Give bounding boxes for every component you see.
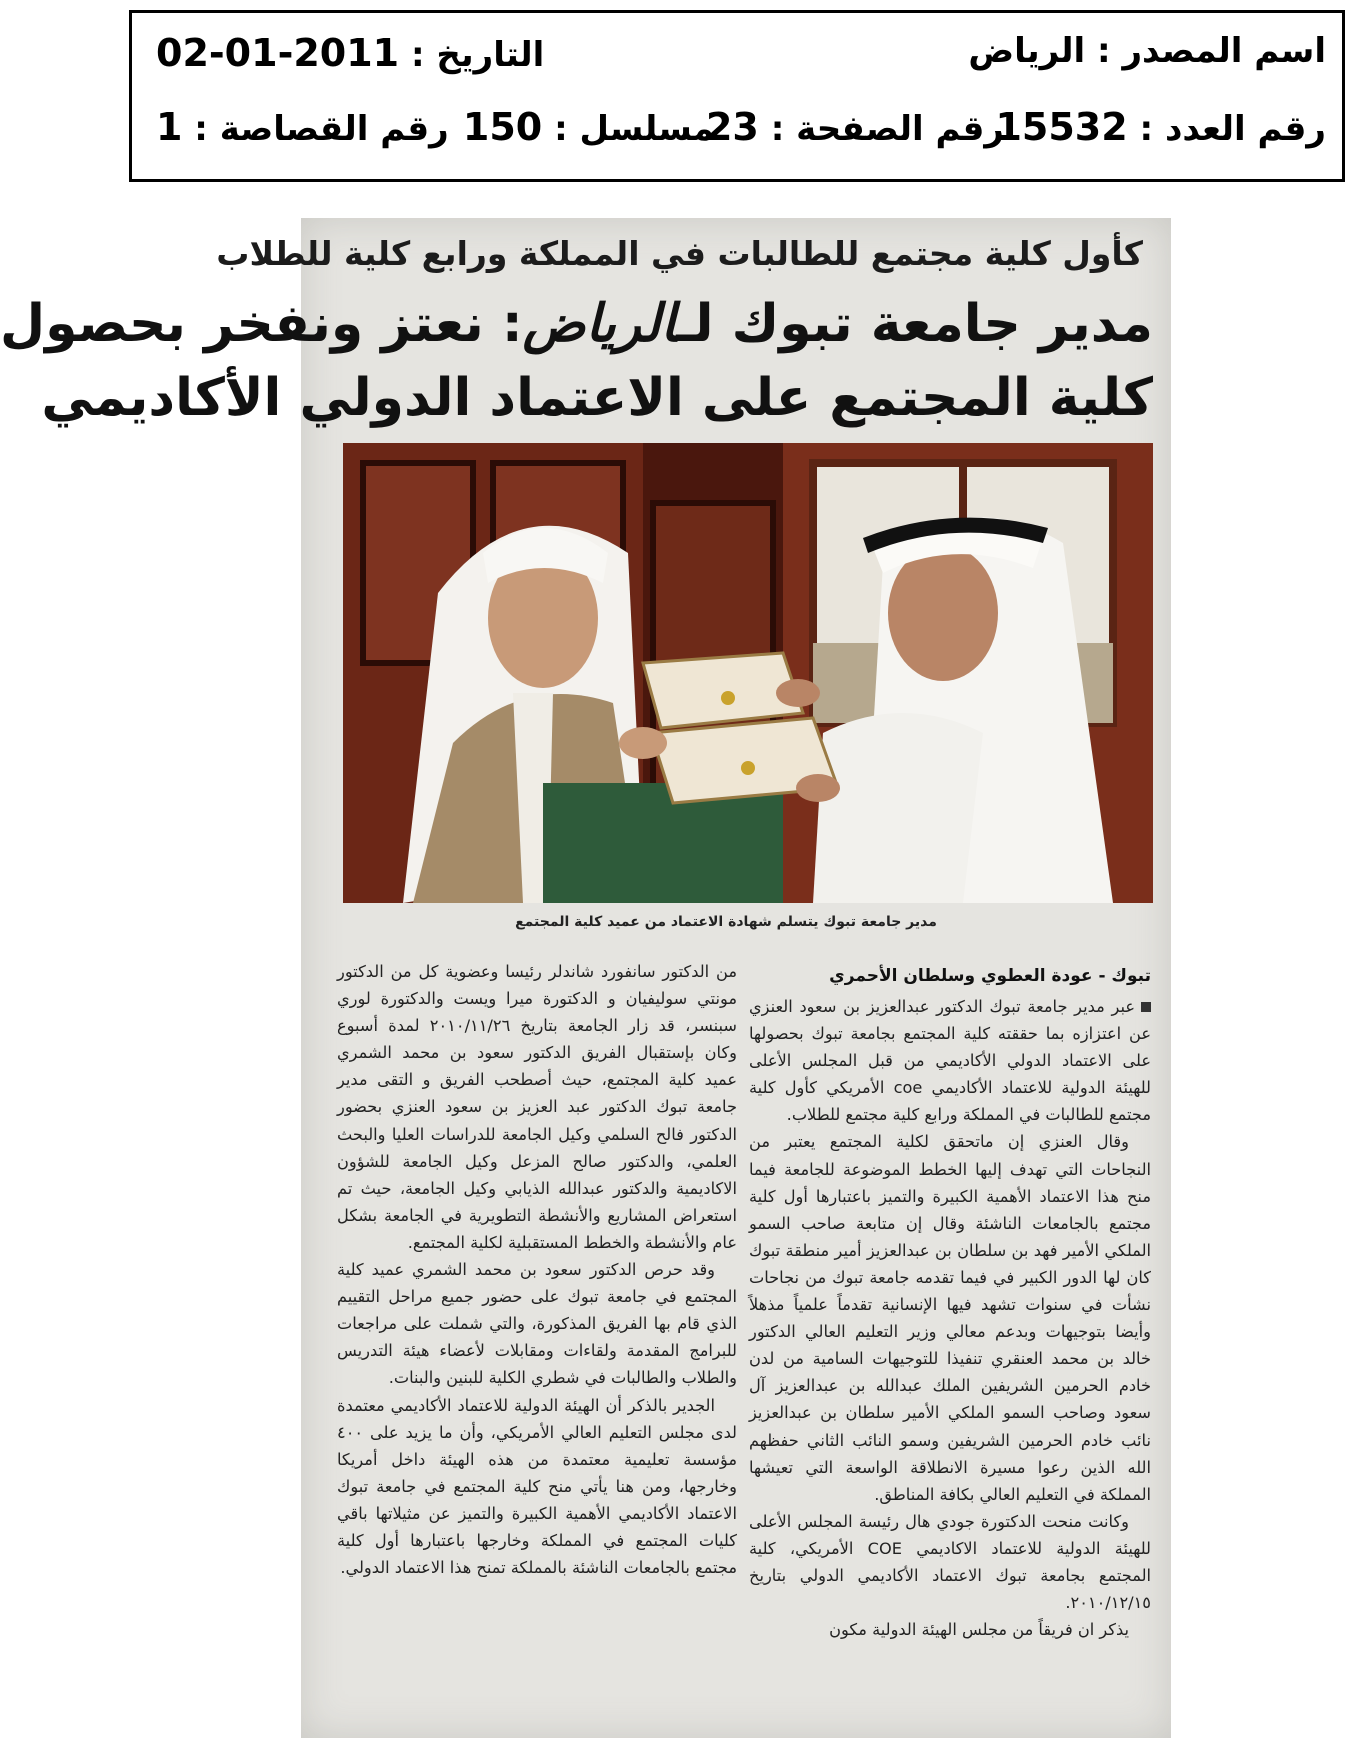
issue-field	[995, 105, 1326, 149]
paragraph: وقد حرص الدكتور سعود بن محمد الشمري عميد كلية المجتمع في جامعة تبوك على حضور جميع مراحل التقييم الذي قام بها الفريق المذكورة، والتي شملت على مراجعات للبرامج المقدمة ولقاءات ومقابلات لأعضاء هيئة التدريس والطلاب والطالبات في شطري الكلية للبنين والبنات.	[337, 1260, 737, 1388]
serial-field	[463, 105, 714, 149]
clip-field	[156, 105, 449, 149]
article-byline: تبوك - عودة العطوي وسلطان الأحمري	[829, 966, 1151, 986]
paragraph: يذكر ان فريقاً من مجلس الهيئة الدولية مكون	[829, 1620, 1129, 1640]
info-row-1	[132, 31, 1342, 91]
page-label: رقم الصفحة :	[770, 109, 1004, 149]
date-field	[156, 31, 544, 75]
newspaper-logo: الرياض	[522, 293, 677, 354]
bullet-square-icon	[1141, 1002, 1151, 1012]
source-label: اسم المصدر :	[1097, 31, 1326, 71]
headline-part-2: : نعتز ونفخر بحصول	[0, 294, 523, 354]
clip-value: 1	[156, 105, 183, 149]
article-column-left	[337, 958, 737, 1581]
headline-line-1	[0, 293, 1153, 354]
article-photo	[343, 443, 1153, 903]
paragraph-text: عبر مدير جامعة تبوك الدكتور عبدالعزيز بن سعود العنزي عن اعتزازه بما حققته كلية المجتمع بجامعة تبوك بحصولها على الاعتماد الدولي الأكاديمي من قبل المجلس الأعلى للهيئة الدولية للاعتماد الأكاديمي coe الأمريكي كأول كلية مجتمع للطالبات في المملكة ورابع كلية مجتمع للطلاب.	[749, 997, 1151, 1125]
source-field	[968, 31, 1326, 71]
paragraph: وقال العنزي إن ماتحقق لكلية المجتمع يعتبر من النجاحات التي تهدف إليها الخطط الموضوعة للجامعة فيما منح هذا الاعتماد الأهمية الكبيرة والتميز باعتبارها أول كلية مجتمع بالجامعات الناشئة وقال إن متابعة صاحب السمو الملكي الأمير فهد بن سلطان بن عبدالعزيز أمير منطقة تبوك كان لها الدور الكبير في فيما تقدمه جامعة تبوك من نجاحات نشأت في سنوات تشهد فيها الإنسانية تقدماً علمياً مذهلاً وأيضا بتوجيهات وبدعم معالي وزير التعليم العالي الدكتور خالد بن محمد العنقري تنفيذا للتوجيهات السامية من لدن خادم الحرمين الشريفين الملك عبدالله بن عبدالعزيز آل سعود وصاحب السمو الملكي الأمير سلطان بن عبدالعزيز نائب خادم الحرمين الشريفين وسمو النائب الثاني حفظهم الله الذين رعوا مسيرة الانطلاقة الواسعة التي تعيشها المملكة في التعليم العالي بكافة المناطق.	[749, 1132, 1151, 1504]
headline-line-2: كلية المجتمع على الاعتماد الدولي الأكاديمي	[41, 368, 1153, 428]
issue-label: رقم العدد :	[1139, 109, 1326, 149]
info-row-2	[132, 105, 1342, 165]
issue-value: 15532	[995, 105, 1128, 149]
page-field	[706, 105, 1004, 149]
date-value: 2011-01-02	[156, 31, 400, 75]
article-kicker: كأول كلية مجتمع للطالبات في المملكة ورابع كلية للطلاب	[216, 234, 1143, 273]
paragraph	[749, 993, 1151, 1128]
photo-caption: مدير جامعة تبوك يتسلم شهادة الاعتماد من عميد كلية المجتمع	[515, 914, 937, 930]
serial-value: 150	[462, 105, 543, 149]
serial-label: مسلسل :	[554, 109, 714, 149]
source-value: الرياض	[968, 31, 1086, 71]
paragraph: من الدكتور سانفورد شاندلر رئيسا وعضوية كل من الدكتور مونتي سوليفيان و الدكتورة ميرا ويست والدكتورة لوري سبنسر، قد زار الجامعة بتاريخ ٢٠١٠/١١/٢٦ لمدة أسبوع وكان بإستقبال الفريق الدكتور سعود بن محمد الشمري عميد كلية المجتمع، حيث أصطحب الفريق و التقى مدير جامعة تبوك الدكتور عبد العزيز بن سعود العنزي بحضور الدكتور فالح السلمي وكيل الجامعة للدراسات العليا والبحث العلمي، والدكتور صالح المزعل وكيل الجامعة للشؤون الاكاديمية والدكتور عبدالله الذيابي وكيل الجامعة، حيث تم استعراض المشاريع والأنشطة التطويرية في الجامعة بشكل عام والأنشطة والخطط المستقبلية لكلية المجتمع.	[337, 962, 737, 1252]
clipping-info-box	[129, 10, 1345, 182]
article-column-right	[749, 993, 1151, 1643]
headline-part-1: مدير جامعة تبوك لـ	[676, 294, 1153, 354]
photo-illustration	[343, 443, 1153, 903]
clip-label: رقم القصاصة :	[194, 109, 449, 149]
newspaper-clipping	[0, 218, 1171, 1738]
page-value: 23	[705, 105, 759, 149]
paragraph: وكانت منحت الدكتورة جودي هال رئيسة المجلس الأعلى للهيئة الدولية للاعتماد الاكاديمي COE الأمريكي، كلية المجتمع بجامعة تبوك الاعتماد الأكاديمي الدولي بتاريخ ٢٠١٠/١٢/١٥.	[749, 1511, 1151, 1613]
paragraph: الجدير بالذكر أن الهيئة الدولية للاعتماد الأكاديمي معتمدة لدى مجلس التعليم العالي الأمريكي، وأن ما يزيد على ٤٠٠ مؤسسة تعليمية معتمدة من هذه الهيئة داخل أمريكا وخارجها، ومن هنا يأتي منح كلية المجتمع في جامعة تبوك الاعتماد الأكاديمي الأهمية الكبيرة والتميز عن مثيلاتها باقي كليات المجتمع في المملكة وخارجها باعتبارها أول كلية مجتمع بالجامعات الناشئة بالمملكة تمنح هذا الاعتماد الدولي.	[337, 1395, 737, 1578]
date-label: التاريخ :	[410, 35, 545, 75]
